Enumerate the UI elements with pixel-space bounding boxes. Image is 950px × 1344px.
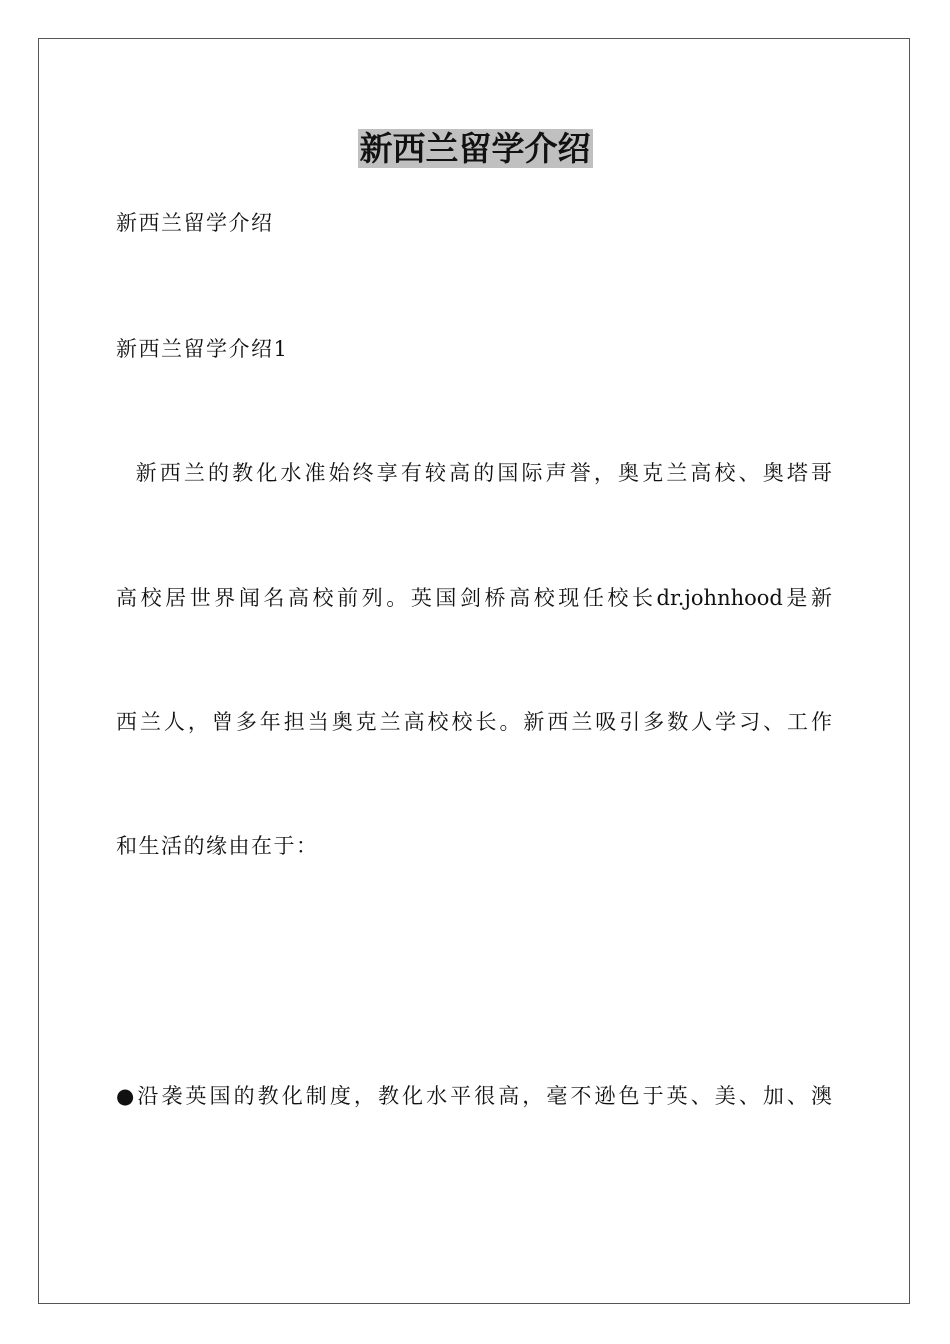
paragraph-line-2: 高校居世界闻名高校前列。英国剑桥高校现任校长dr.johnhood是新	[116, 586, 832, 610]
subtitle-text: 新西兰留学介绍	[116, 211, 274, 235]
title-highlight: 新西兰留学介绍	[359, 129, 591, 168]
paragraph-line-1: 新西兰的教化水准始终享有较高的国际声誉，奥克兰高校、奥塔哥	[116, 461, 832, 485]
paragraph-line-3: 西兰人，曾多年担当奥克兰高校校长。新西兰吸引多数人学习、工作	[116, 710, 832, 734]
paragraph-line-4: 和生活的缘由在于：	[116, 834, 319, 858]
document-title	[0, 124, 950, 174]
section-heading: 新西兰留学介绍1	[116, 337, 289, 361]
bullet-line: ●沿袭英国的教化制度，教化水平很高，毫不逊色于英、美、加、澳	[116, 1084, 832, 1108]
